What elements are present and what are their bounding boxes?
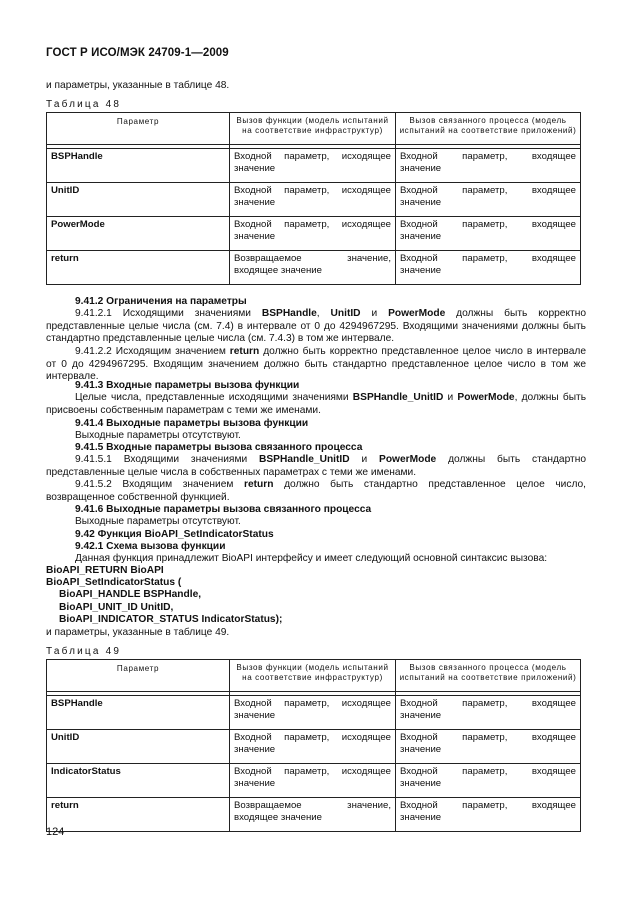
param-name: return — [47, 251, 230, 285]
call-cell: Входной параметр, исходящее значение — [230, 183, 396, 217]
call-cell: Входной параметр, исходящее значение — [230, 730, 396, 764]
param-name: UnitID — [47, 730, 230, 764]
callback-cell: Входной параметр, входящее значение — [396, 149, 581, 183]
param-name: BSPHandle — [47, 696, 230, 730]
code-line: BioAPI_INDICATOR_STATUS IndicatorStatus); — [59, 614, 283, 625]
param-name: BSPHandle — [47, 149, 230, 183]
param-name: return — [47, 798, 230, 832]
call-cell: Возвращаемое значение, входящее значение — [230, 251, 396, 285]
paragraph-9-41-2-1: 9.41.2.1 Исходящими значениями BSPHandle, UnitID и PowerMode должны быть корректно представленные целые числа (см. 7.4) в интервале от 0 до 4294967295. Входящими значениями должны быть стандартно представленные целые числа (см. 7.4.3) в том же интервале. — [46, 308, 586, 345]
table-49-caption: Таблица 49 — [46, 646, 122, 657]
callback-cell: Входной параметр, входящее значение — [396, 696, 581, 730]
section-heading-9-41-4: 9.41.4 Выходные параметры вызова функции — [75, 418, 309, 429]
column-header: Параметр — [47, 660, 230, 692]
section-heading-9-41-6: 9.41.6 Выходные параметры вызова связанного процесса — [75, 504, 372, 515]
section-heading-9-41-2: 9.41.2 Ограничения на параметры — [75, 296, 247, 307]
column-header: Вызов связанного процесса (модель испытаний на соответствие приложений) — [396, 113, 581, 145]
table-48 — [46, 112, 581, 285]
table-row — [47, 696, 581, 730]
call-cell: Входной параметр, исходящее значение — [230, 764, 396, 798]
table-49 — [46, 659, 581, 832]
call-cell: Возвращаемое значение, входящее значение — [230, 798, 396, 832]
param-name: UnitID — [47, 183, 230, 217]
paragraph-9-41-5-2: 9.41.5.2 Входящим значением return должно быть стандартно представленное целое число, возвращенное собственной функцией. — [46, 479, 586, 503]
page-number: 124 — [46, 826, 65, 838]
code-line: BioAPI_RETURN BioAPI — [46, 565, 164, 576]
intro-text-49: и параметры, указанные в таблице 49. — [46, 627, 230, 638]
callback-cell: Входной параметр, входящее значение — [396, 183, 581, 217]
column-header: Параметр — [47, 113, 230, 145]
table-row — [47, 764, 581, 798]
table-header-row — [47, 660, 581, 692]
table-row — [47, 251, 581, 285]
call-cell: Входной параметр, исходящее значение — [230, 149, 396, 183]
callback-cell: Входной параметр, входящее значение — [396, 251, 581, 285]
section-heading-9-41-3: 9.41.3 Входные параметры вызова функции — [75, 380, 300, 391]
param-name: IndicatorStatus — [47, 764, 230, 798]
section-heading-9-41-5: 9.41.5 Входные параметры вызова связанного процесса — [75, 442, 363, 453]
table-header-row — [47, 113, 581, 145]
table-row — [47, 798, 581, 832]
paragraph-9-41-3: Целые числа, представленные исходящими значениями BSPHandle_UnitID и PowerMode, должны быть присвоены собственным параметрам с теми же именами. — [46, 392, 587, 416]
paragraph-9-41-5-1: 9.41.5.1 Входящими значениями BSPHandle_UnitID и PowerMode должны быть стандартно представленные целые числа в собственных параметрах с теми же именами. — [46, 454, 586, 478]
paragraph-9-41-6: Выходные параметры отсутствуют. — [75, 516, 241, 527]
callback-cell: Входной параметр, входящее значение — [396, 730, 581, 764]
paragraph-9-41-4: Выходные параметры отсутствуют. — [75, 430, 241, 441]
callback-cell: Входной параметр, входящее значение — [396, 217, 581, 251]
table-row — [47, 217, 581, 251]
column-header: Вызов связанного процесса (модель испытаний на соответствие приложений) — [396, 660, 581, 692]
column-header: Вызов функции (модель испытаний на соответствие инфраструктур) — [230, 113, 396, 145]
callback-cell: Входной параметр, входящее значение — [396, 798, 581, 832]
table-row — [47, 149, 581, 183]
table-row — [47, 183, 581, 217]
callback-cell: Входной параметр, входящее значение — [396, 764, 581, 798]
code-line: BioAPI_UNIT_ID UnitID, — [59, 602, 174, 613]
intro-text-48: и параметры, указанные в таблице 48. — [46, 80, 230, 91]
column-header: Вызов функции (модель испытаний на соответствие инфраструктур) — [230, 660, 396, 692]
call-cell: Входной параметр, исходящее значение — [230, 217, 396, 251]
table-48-caption: Таблица 48 — [46, 99, 122, 110]
section-heading-9-42: 9.42 Функция BioAPI_SetIndicatorStatus — [75, 529, 274, 540]
paragraph-9-42-1: Данная функция принадлежит BioAPI интерфейсу и имеет следующий основной синтаксис вызова: — [75, 553, 548, 564]
code-line: BioAPI_HANDLE BSPHandle, — [59, 589, 202, 600]
document-header: ГОСТ Р ИСО/МЭК 24709-1—2009 — [46, 47, 229, 59]
call-cell: Входной параметр, исходящее значение — [230, 696, 396, 730]
param-name: PowerMode — [47, 217, 230, 251]
table-row — [47, 730, 581, 764]
section-heading-9-42-1: 9.42.1 Схема вызова функции — [75, 541, 226, 552]
code-line: BioAPI_SetIndicatorStatus ( — [46, 577, 182, 588]
paragraph-9-41-2-2: 9.41.2.2 Исходящим значением return должно быть корректно представленное целое число в интервале от 0 до 4294967295. Входящим значением должно быть стандартно представленное целое число в том же интервале. — [46, 346, 586, 383]
